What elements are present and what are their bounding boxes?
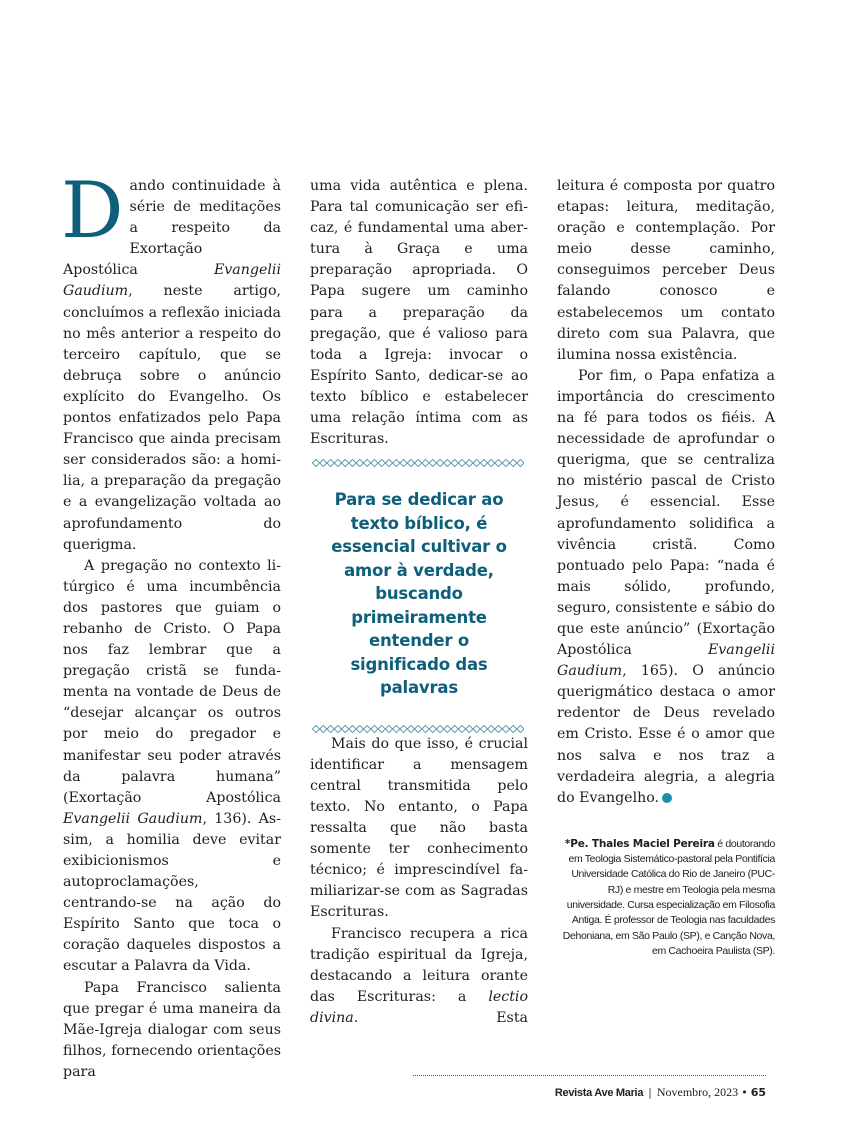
footer-bullet: •	[741, 1086, 748, 1099]
diamond-shape	[422, 725, 429, 732]
paragraph-text: , neste artigo, concluímos a reflexão iniciada no mês anterior a respeito do terceiro capítulo, que se debruça sobre o anúncio explícito do Evangelho. Os pontos enfatizados pelo Papa Francisco que ainda precisam ser considerados são: a homilia, a preparação da pregação e a evangelização voltada ao aprofundamento do querigma.	[63, 283, 281, 553]
diamond-shape	[473, 725, 480, 732]
diamond-shape	[510, 460, 517, 467]
diamond-shape	[320, 460, 327, 467]
italic-title: Evangelii Gaudium	[63, 810, 203, 827]
article-paragraph: Mais do que isso, é crucial identificar a mensagem central transmitida pelo texto. No entanto, o Papa ressalta que não basta somente ter conhecimento técnico; é imprescindível familiarizar-se com as Sagradas Escrituras.	[310, 735, 528, 921]
diamond-shape	[393, 725, 400, 732]
diamond-shape	[371, 725, 378, 732]
diamond-shape	[364, 460, 371, 467]
author-bio-text: é doutorando em Teologia Sistemático-pastoral pela Pontifícia Universidade Católica do Rio de Janeiro (PUC-RJ) e mestre em Teologia pela mesma universidade. Cursa especialização em Filosofia Antiga. É professor de Teologia nas faculdades Dehoniana, em São Paulo (SP), e Canção Nova, em Cachoeira Paulista (SP).	[562, 837, 775, 957]
diamond-shape	[415, 460, 422, 467]
diamond-shape	[444, 725, 451, 732]
article-column-2	[310, 176, 528, 1029]
diamond-shape	[480, 725, 487, 732]
diamond-shape	[437, 725, 444, 732]
paragraph-text: ando continuidade à série de meditações a respeito da Exortação Apostólica	[63, 178, 281, 279]
diamond-shape	[502, 460, 509, 467]
diamond-shape	[342, 725, 349, 732]
diamond-shape	[495, 725, 502, 732]
diamond-shape	[466, 725, 473, 732]
diamond-shape	[488, 725, 495, 732]
diamond-shape	[437, 460, 444, 467]
diamond-chain-svg	[312, 458, 524, 468]
diamond-divider-icon	[312, 458, 524, 468]
diamond-shape	[458, 460, 465, 467]
paragraph-text: . Esta	[353, 1009, 528, 1026]
paragraph-text: , 165). O anúncio querigmático destaca o amor redentor de Deus revelado em Cristo. Esse é o amor que nos salva e nos traz a verdadeira alegria, a alegria do Evangelho.	[557, 663, 775, 806]
diamond-shape	[378, 460, 385, 467]
magazine-name: Revista Ave Maria	[554, 1087, 644, 1099]
paragraph-text: Francisco recupera a rica tradição espiritual da Igreja, destacando a leitura orante das Escrituras: a	[310, 925, 528, 1005]
diamond-shape	[510, 725, 517, 732]
author-name: *Pe. Thales Maciel Pereira	[564, 837, 715, 850]
footer-separator: |	[648, 1086, 652, 1099]
diamond-shape	[488, 460, 495, 467]
author-bio	[557, 837, 775, 959]
diamond-shape	[502, 725, 509, 732]
diamond-shape	[371, 460, 378, 467]
diamond-shape	[378, 725, 385, 732]
article-paragraph: uma vida autêntica e plena. Para tal comunicação ser eficaz, é fundamental uma abertura à Graça e uma preparação apropriada. O Papa sugere um caminho para a preparação da pregação, que é valioso para toda a Igreja: invocar o Espírito Santo, dedicar-se ao texto bíblico e estabelecer uma relação íntima com as Escrituras.	[310, 178, 528, 448]
issue-date: Novembro, 2023	[656, 1085, 739, 1099]
diamond-shape	[422, 460, 429, 467]
footer-divider	[413, 1075, 766, 1076]
diamond-shape	[480, 460, 487, 467]
diamond-shape	[473, 460, 480, 467]
diamond-shape	[334, 460, 341, 467]
page-footer	[555, 1085, 766, 1100]
diamond-shape	[349, 460, 356, 467]
diamond-shape	[517, 725, 524, 732]
diamond-shape	[356, 725, 363, 732]
diamond-shape	[429, 460, 436, 467]
diamond-shape	[495, 460, 502, 467]
diamond-shape	[415, 725, 422, 732]
drop-cap: D	[61, 166, 124, 256]
article-paragraph	[310, 924, 528, 1029]
diamond-shape	[327, 460, 334, 467]
diamond-shape	[327, 725, 334, 732]
diamond-shape	[458, 725, 465, 732]
diamond-shape	[466, 460, 473, 467]
diamond-shape	[400, 725, 407, 732]
diamond-shape	[334, 725, 341, 732]
diamond-shape	[312, 460, 319, 467]
paragraph-text: Por fim, o Papa enfatiza a importância do crescimento na fé para todos os fiéis. A necessidade de aprofundar o querigma, que se centraliza no mistério pascal de Cristo Jesus, é essencial. Esse aprofundamento solidifica a vivência cristã. Como pontuado pelo Papa: “nada é mais sólido, profundo, seguro, consistente e sábio do que este anúncio” (Exortação Apostólica	[557, 367, 775, 659]
article-column-3	[557, 176, 775, 959]
article-paragraph	[61, 166, 281, 556]
italic-term: lectio divina	[310, 988, 528, 1026]
diamond-shape	[385, 725, 392, 732]
paragraph-text: , 136). Assim, a homilia deve evitar exibicionismos e autoproclamações, centrando-se na ação do Espírito Santo que toca o coração daqueles dispostos a escutar a Palavra da Vida.	[63, 810, 281, 975]
diamond-shape	[451, 460, 458, 467]
end-mark-icon	[662, 793, 672, 803]
italic-title: Evangelii Gaudium	[557, 642, 775, 680]
diamond-shape	[400, 460, 407, 467]
diamond-shape	[444, 460, 451, 467]
diamond-divider-icon	[312, 724, 524, 734]
paragraph-text: A pregação no contexto litúrgico é uma incumbência dos pastores que guiam o rebanho de Cristo. O Papa nos faz lembrar que a pregação cristã se fundamenta na vontade de Deus de “desejar alcançar os outros por meio do pregador e manifestar seu poder através da palavra humana” (Exortação Apostólica	[63, 557, 281, 806]
article-paragraph	[557, 366, 775, 809]
italic-title: Evangelii Gaudium	[63, 262, 281, 300]
diamond-shape	[356, 460, 363, 467]
article-column-1	[61, 166, 281, 1083]
diamond-shape	[429, 725, 436, 732]
diamond-shape	[451, 725, 458, 732]
diamond-shape	[312, 725, 319, 732]
diamond-shape	[364, 725, 371, 732]
diamond-chain-svg	[312, 724, 524, 734]
diamond-shape	[349, 725, 356, 732]
article-paragraph: leitura é composta por quatro etapas: leitura, meditação, oração e contemplação. Por meio desse caminho, conseguimos perceber Deus falando conosco e estabelecemos um contato direto com sua Palavra, que ilumina nossa existência.	[557, 178, 775, 363]
pull-quote: Para se dedicar ao texto bíblico, é essencial cultivar o amor à verdade, buscando primeiramente entender o significado das palavras	[331, 490, 507, 698]
diamond-shape	[407, 460, 414, 467]
article-paragraph	[63, 556, 281, 978]
diamond-shape	[320, 725, 327, 732]
article-paragraph: Papa Francisco salienta que pregar é uma maneira da Mãe-Igreja dialogar com seus filhos, fornecendo orientações para	[63, 979, 281, 1080]
diamond-shape	[517, 460, 524, 467]
diamond-shape	[393, 460, 400, 467]
diamond-shape	[407, 725, 414, 732]
diamond-shape	[342, 460, 349, 467]
page-number: 65	[750, 1086, 766, 1099]
diamond-shape	[385, 460, 392, 467]
